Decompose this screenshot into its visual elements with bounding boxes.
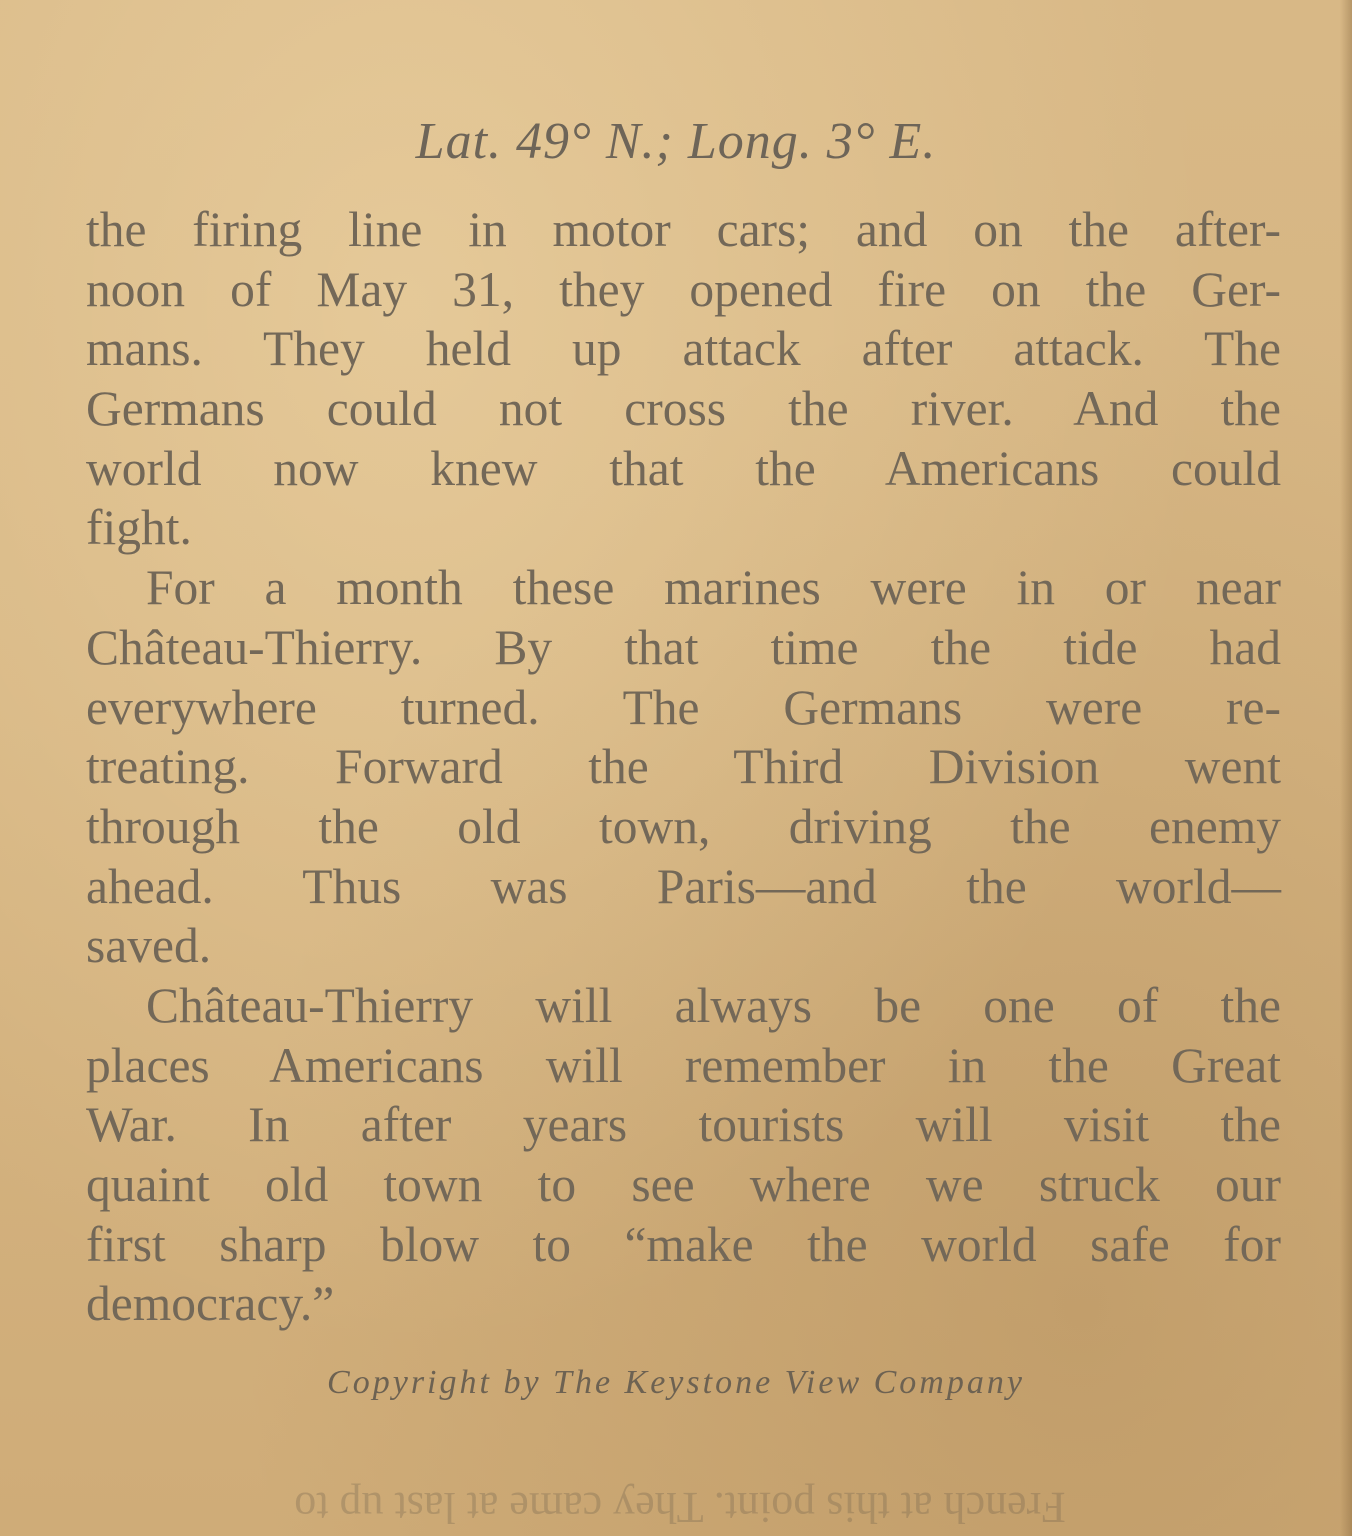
text-line: treating. Forward the Third Division went [86,739,1281,795]
text-line: world now knew that the Americans could [86,440,1281,496]
text-line: For a month these marines were in or near [146,560,1281,616]
text-line: everywhere turned. The Germans were re- [86,679,1281,735]
text-line: quaint old town to see where we struck our [86,1157,1281,1212]
text-line: democracy.” [86,1276,335,1332]
text-line: War. In after years tourists will visit the [86,1097,1281,1153]
text-line: noon of May 31, they opened fire on the Ger- [86,261,1281,317]
text-line: through the old town, driving the enemy [86,798,1281,854]
coordinates-heading: Lat. 49° N.; Long. 3° E. [415,113,937,170]
text-line: Château-Thierry. By that time the tide had [86,619,1281,675]
text-line: saved. [86,918,212,974]
body-text [86,200,1281,1334]
text-line: first sharp blow to “make the world safe for [86,1216,1281,1272]
text-line: places Americans will remember in the Great [86,1037,1281,1093]
text-line: Château-Thierry will always be one of the [146,977,1281,1033]
text-line: mans. They held up attack after attack. The [86,321,1281,377]
text-line: the firing line in motor cars; and on the after- [86,202,1281,257]
text-line: ahead. Thus was Paris—and the world— [86,858,1281,914]
text-line: fight. [86,500,192,556]
card-edge-shadow [1340,0,1352,1536]
copyright-notice: Copyright by The Keystone View Company [327,1364,1025,1401]
bleed-through-text-top [80,0,1280,22]
bleed-through-text-bottom: French at this point. They came at last up to [294,1483,1066,1532]
text-line: Germans could not cross the river. And the [86,381,1281,437]
